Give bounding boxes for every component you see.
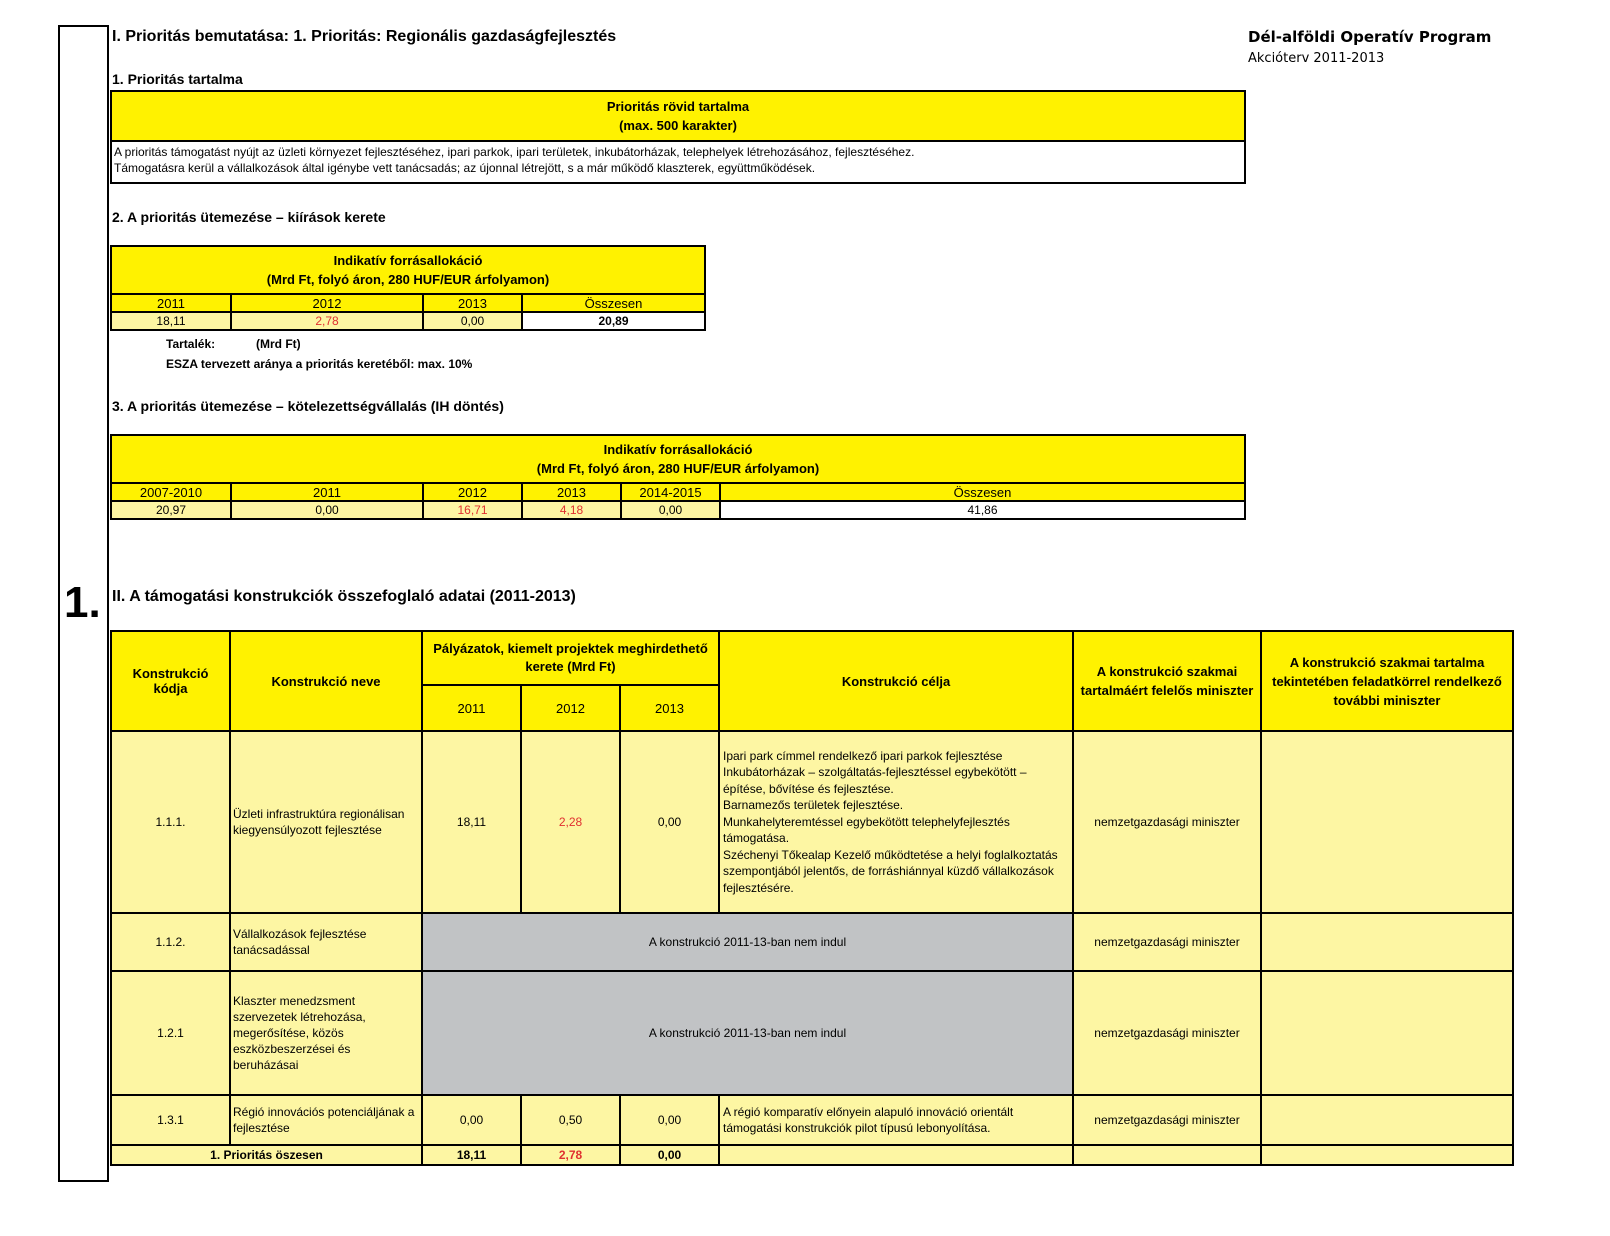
col-header-minister: A konstrukció szakmai tartalmáért felelős miniszter	[1073, 631, 1261, 731]
table-row	[111, 1095, 1513, 1145]
total-row	[111, 1145, 1513, 1165]
plan-name: Akcióterv 2011-2013	[1248, 51, 1385, 66]
priority-content-body	[111, 141, 1245, 183]
row-value: 2,28	[521, 731, 620, 913]
calls-allocation-table	[110, 245, 706, 331]
year-value: 0,00	[621, 501, 720, 519]
program-name: Dél-alföldi Operatív Program	[1248, 28, 1492, 46]
reserve-unit: (Mrd Ft)	[256, 337, 301, 351]
year-value: 0,00	[231, 501, 423, 519]
total-value: 41,86	[720, 501, 1245, 519]
row-goal: Ipari park címmel rendelkező ipari parkok fejlesztése Inkubátorházak – szolgáltatás-fejlesztéssel egybekötött – építése, bővítése és fejlesztése. Barnamezős területek fejlesztése. Munkahelyteremtéssel egybekötött telephelyfejlesztés támogatása. Széchenyi Tőkealap Kezelő működtetése a helyi foglalkoztatás szempontjából jelentős, de forráshiánnyal küzdő vállalkozások fejlesztésére.	[719, 731, 1073, 913]
priority-content-header	[111, 91, 1245, 141]
allocation-subtitle: (Mrd Ft, folyó áron, 280 HUF/EUR árfolyamon)	[266, 272, 550, 287]
allocation-subtitle: (Mrd Ft, folyó áron, 280 HUF/EUR árfolyamon)	[536, 461, 820, 476]
col-header-budget: Pályázatok, kiemelt projektek meghirdethető kerete (Mrd Ft)	[422, 631, 719, 685]
table-row	[111, 913, 1513, 971]
year-header: 2012	[231, 294, 423, 312]
row-name: Régió innovációs potenciáljának a fejlesztése	[230, 1095, 422, 1145]
allocation-title: Indikatív forrásallokáció	[333, 253, 483, 268]
col-header-code: Konstrukció kódja	[111, 631, 230, 731]
year-value: 0,00	[423, 312, 522, 330]
row-name: Üzleti infrastruktúra regionálisan kiegyensúlyozott fejlesztése	[230, 731, 422, 913]
total-header: Összesen	[720, 483, 1245, 501]
col-header-other-minister: A konstrukció szakmai tartalma tekintetében feladatkörrel rendelkező további miniszter	[1261, 631, 1513, 731]
priority-content-table	[110, 90, 1246, 184]
year-value: 2,78	[231, 312, 423, 330]
section2-heading: 2. A prioritás ütemezése – kiírások kerete	[112, 209, 386, 225]
section4-heading: II. A támogatási konstrukciók összefoglaló adatai (2011-2013)	[112, 588, 576, 605]
year-header: 2013	[522, 483, 621, 501]
year-header: 2012	[423, 483, 522, 501]
row-other-minister	[1261, 731, 1513, 913]
row-goal: A régió komparatív előnyein alapuló innováció orientált támogatási konstrukciók pilot típusú lebonyolítása.	[719, 1095, 1073, 1145]
row-other-minister	[1261, 1095, 1513, 1145]
total-label: 1. Prioritás öszesen	[111, 1145, 422, 1165]
row-minister: nemzetgazdasági miniszter	[1073, 971, 1261, 1095]
total-value: 20,89	[522, 312, 705, 330]
table-row	[111, 731, 1513, 913]
row-value: 0,50	[521, 1095, 620, 1145]
year-header: 2011	[231, 483, 423, 501]
year-value: 4,18	[522, 501, 621, 519]
total-empty	[1073, 1145, 1261, 1165]
year-value: 20,97	[111, 501, 231, 519]
row-minister: nemzetgazdasági miniszter	[1073, 731, 1261, 913]
priority-content-line: Támogatásra kerül a vállalkozások által igénybe vett tanácsadás; az újonnal létrejött, s a már működő klaszterek, együttműködések.	[114, 161, 816, 175]
priority-content-line: A prioritás támogatást nyújt az üzleti környezet fejlesztéséhez, ipari parkok, ipari területek, inkubátorházak, telephelyek létrehozásához, fejlesztéséhez.	[114, 145, 915, 159]
year-value: 16,71	[423, 501, 522, 519]
row-name: Klaszter menedzsment szervezetek létrehozása, megerősítése, közös eszközbeszerzései és beruházásai	[230, 971, 422, 1095]
year-header: 2013	[423, 294, 522, 312]
col-header-year: 2012	[521, 685, 620, 731]
allocation-title: Indikatív forrásallokáció	[603, 442, 753, 457]
reserve-label: Tartalék:	[166, 337, 216, 351]
row-name: Vállalkozások fejlesztése tanácsadással	[230, 913, 422, 971]
row-minister: nemzetgazdasági miniszter	[1073, 913, 1261, 971]
col-header-year: 2011	[422, 685, 521, 731]
total-empty	[1261, 1145, 1513, 1165]
section3-heading: 3. A prioritás ütemezése – kötelezettségvállalás (IH döntés)	[112, 398, 504, 414]
row-code: 1.3.1	[111, 1095, 230, 1145]
section1-heading: 1. Prioritás tartalma	[112, 71, 243, 87]
table-row	[111, 971, 1513, 1095]
year-header: 2011	[111, 294, 231, 312]
commitment-allocation-header	[111, 435, 1245, 483]
row-code: 1.1.1.	[111, 731, 230, 913]
page-title: I. Prioritás bemutatása: 1. Prioritás: Regionális gazdaságfejlesztés	[112, 28, 617, 45]
calls-allocation-header	[111, 246, 705, 294]
row-value: 0,00	[422, 1095, 521, 1145]
row-value: 0,00	[620, 731, 719, 913]
row-minister: nemzetgazdasági miniszter	[1073, 1095, 1261, 1145]
total-value: 2,78	[521, 1145, 620, 1165]
total-header: Összesen	[522, 294, 705, 312]
total-value: 18,11	[422, 1145, 521, 1165]
col-header-goal: Konstrukció célja	[719, 631, 1073, 731]
year-header: 2014-2015	[621, 483, 720, 501]
constructions-table	[110, 630, 1514, 1166]
row-other-minister	[1261, 913, 1513, 971]
row-code: 1.1.2.	[111, 913, 230, 971]
row-not-started: A konstrukció 2011-13-ban nem indul	[422, 913, 1073, 971]
total-value: 0,00	[620, 1145, 719, 1165]
priority-number: 1.	[64, 578, 101, 627]
row-other-minister	[1261, 971, 1513, 1095]
col-header-name: Konstrukció neve	[230, 631, 422, 731]
year-value: 18,11	[111, 312, 231, 330]
commitment-allocation-table	[110, 434, 1246, 520]
row-value: 0,00	[620, 1095, 719, 1145]
row-not-started: A konstrukció 2011-13-ban nem indul	[422, 971, 1073, 1095]
col-header-year: 2013	[620, 685, 719, 731]
row-value: 18,11	[422, 731, 521, 913]
priority-content-title: Prioritás rövid tartalma	[606, 99, 750, 114]
year-header: 2007-2010	[111, 483, 231, 501]
esza-note: ESZA tervezett aránya a prioritás keretéből: max. 10%	[166, 357, 473, 371]
total-empty	[719, 1145, 1073, 1165]
priority-content-limit: (max. 500 karakter)	[619, 118, 737, 133]
row-code: 1.2.1	[111, 971, 230, 1095]
